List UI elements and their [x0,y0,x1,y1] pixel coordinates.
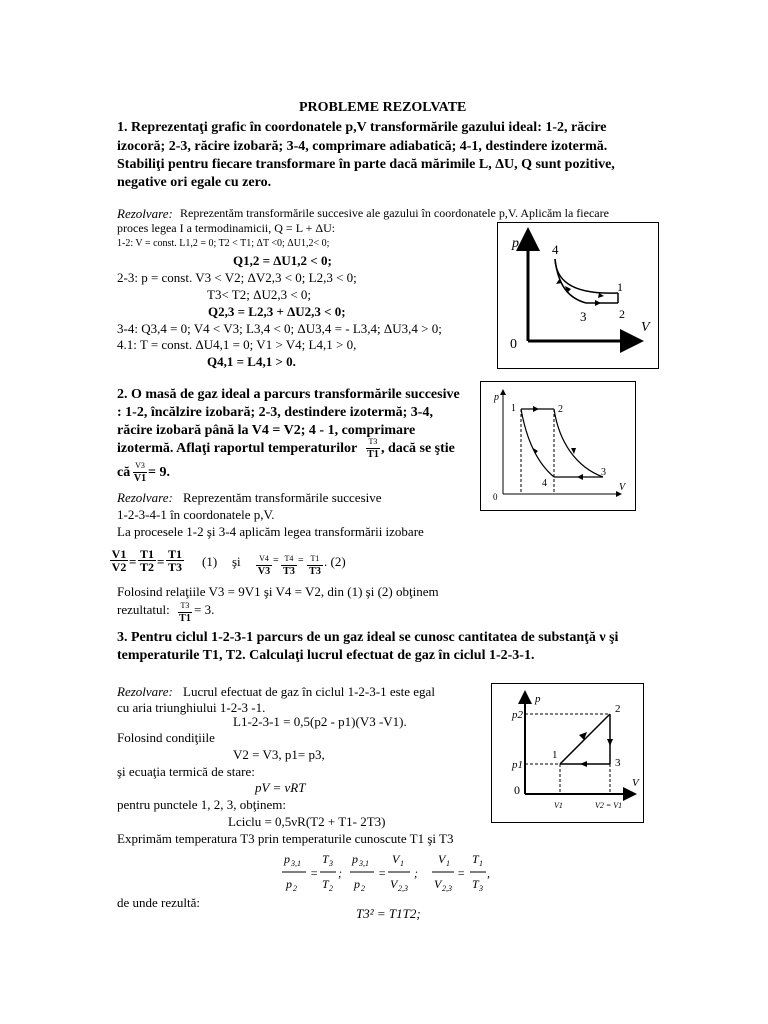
p2-eq-den: T2 [139,560,154,574]
p1-rez-line: Reprezentăm transformările succesive ale gazului în coordonatele p,V. Aplicăm la fiecare [180,206,609,220]
p3-rezolvare-label: Rezolvare: [117,684,173,699]
p3-rez-line: cu aria triunghiului 1-2-3 -1. [117,700,266,715]
p2-frac-den: T1 [367,449,379,460]
p2-fig-point: 1 [511,403,516,414]
p1-step: Q1,2 = ΔU1,2 < 0; [233,253,332,268]
p3-pv-diagram [491,683,644,823]
p1-fig-origin: 0 [510,337,517,352]
svg-text:T: T [472,852,479,866]
p2-rez-line: Reprezentăm transformările succesive [183,490,382,505]
p2-fig-origin: 0 [493,492,498,502]
p3-fig-p-label: p [535,693,541,705]
p2-frac-num: V3 [133,460,147,473]
svg-text:=: = [378,866,387,880]
p2-rez-line: 1-2-3-4-1 în coordonatele p,V. [117,507,275,522]
p2-eq1-frac [110,548,128,573]
svg-text:2: 2 [361,884,365,893]
p3-fig-point: 2 [615,703,621,715]
p2-eq1-si: şi [232,554,241,569]
svg-text:T: T [472,877,479,891]
p3-rez-line: şi ecuaţia termică de stare: [117,764,255,779]
p3-fraction-equations-svg [282,850,492,898]
p2-frac-t [366,436,380,461]
p3-rez-line: Exprimăm temperatura T3 prin temperaturile cunoscute T1 şi T3 [117,831,454,846]
p2-rezolvare-label: Rezolvare: [117,490,173,505]
p2-statement-line: izotermă. Aflaţi raportul temperaturilor [117,441,358,456]
p2-statement-line: : 1-2, încălzire izobară; 2-3, destindere izotermă; 3-4, [117,405,433,420]
p1-step: Q4,1 = L4,1 > 0. [207,354,296,369]
p2-statement-line: că [117,465,131,480]
svg-text:=: = [310,866,319,880]
p1-step: T3< T2; ΔU2,3 < 0; [207,287,312,302]
svg-text:3: 3 [479,884,483,893]
p2-fig-point: 4 [542,478,547,489]
p2-eq-num: T1 [167,547,182,561]
svg-text:1: 1 [479,859,483,868]
svg-text:3: 3 [329,859,333,868]
page-title: PROBLEME REZOLVATE [299,100,467,115]
p2-eq-den: V2 [111,560,127,574]
p2-eq2-frac [281,553,297,578]
p2-pv-diagram [480,381,636,511]
p2-frac-num: T3 [366,436,380,449]
svg-text:3,1: 3,1 [291,859,301,868]
svg-text:1: 1 [400,859,404,868]
svg-text:V: V [392,852,400,866]
p1-step: 1-2: V = const. L1,2 = 0; T2 < T1; ΔT <0; ΔU1,2< 0; [117,238,330,249]
p1-statement-line: negative ori egale cu zero. [117,175,272,190]
svg-text:V: V [434,877,442,891]
p2-result-frac [178,600,192,625]
p3-rez-line: de unde rezultă: [117,895,201,910]
p1-fig-point: 4 [552,242,559,257]
p1-fig-v-label: V [641,320,650,335]
p2-frac-num: T3 [178,600,192,613]
p3-fig-v2: V2 = V1 [595,801,623,810]
p1-fig-p-label: p [512,236,519,251]
svg-text:,: , [487,866,490,880]
p3-rez-line: pV = νRT [255,780,306,795]
p3-fraction-equations [282,850,492,898]
p2-eq-num: V4 [256,553,272,566]
p2-eq1-frac [166,548,184,573]
p3-rez-line: pentru punctele 1, 2, 3, obţinem: [117,797,286,812]
p1-fig-point: 3 [580,309,587,324]
p2-eq-den: T3 [283,566,295,577]
p1-step: 3-4: Q3,4 = 0; V4 < V3; L3,4 < 0; ΔU3,4 = - L3,4; ΔU3,4 > 0; [117,321,442,336]
p2-eq-den: T3 [309,566,321,577]
p2-eq2-frac [256,553,272,578]
p3-fig-point: 3 [615,757,621,769]
svg-text:2,3: 2,3 [398,884,408,893]
p2-statement-line: răcire izobară până la V4 = V2; 4 - 1, comprimare [117,423,416,438]
p3-rez-line: Lciclu = 0,5νR(T2 + T1- 2T3) [228,814,386,829]
p1-rezolvare-label: Rezolvare: [117,206,173,221]
p2-fig-point: 2 [558,404,563,415]
p1-statement-line: izocoră; 2-3, răcire izobară; 3-4, comprimare adiabatică; 4-1, destindere izotermă. [117,139,608,154]
p2-eq-num: T1 [139,547,154,561]
p2-rez-line: La procesele 1-2 şi 3-4 aplicăm legea transformării izobare [117,524,424,539]
p2-eq-num: V1 [111,547,127,561]
p2-frac-v [133,460,147,485]
p3-fig-v-label: V [632,777,639,789]
p3-statement-line: 3. Pentru ciclul 1-2-3-1 parcurs de un gaz ideal se cunosc cantitatea de substanţă ν şi [117,630,619,645]
p1-rez-line: proces legea I a termodinamicii, Q = L + ΔU: [117,221,336,235]
p2-fig-p-label: p [494,392,499,403]
p2-eq-den: V3 [257,566,271,577]
p3-rez-line: Folosind condiţiile [117,730,215,745]
p2-statement-line: = 9. [148,465,170,480]
svg-text:T: T [322,877,329,891]
svg-text:p: p [354,877,360,891]
p3-fig-v1: V1 [554,801,563,810]
p1-step: 2-3: p = const. V3 < V2; ΔV2,3 < 0; L2,3 < 0; [117,270,357,285]
p1-pv-diagram [497,222,659,369]
svg-text:2: 2 [293,884,297,893]
p1-fig-point: 1 [617,280,623,294]
p3-fig-p1: p1 [512,759,523,771]
p3-fig-p2: p2 [512,709,523,721]
svg-text:;: ; [414,866,418,880]
p3-rez-line: Lucrul efectuat de gaz în ciclul 1-2-3-1 este egal [183,684,435,699]
p2-fig-point: 3 [601,467,606,478]
svg-text:=: = [457,866,466,880]
p1-fig-point: 2 [619,307,625,321]
p3-fig-point: 1 [552,749,558,761]
p3-rez-line: V2 = V3, p1= p3, [233,747,325,762]
p2-eq1-tag: (1) [202,554,218,569]
svg-text:1: 1 [446,859,450,868]
p3-statement-line: temperaturile T1, T2. Calculaţi lucrul efectuat de gaz în ciclul 1-2-3-1. [117,648,535,663]
svg-text:2: 2 [329,884,333,893]
p2-frac-den: V1 [133,473,147,484]
p2-eq-num: T4 [281,553,297,566]
p2-eq1-frac [138,548,156,573]
p1-statement-line: Stabiliţi pentru fiecare transformare în parte dacă mărimile L, ΔU, Q sunt pozitive, [117,157,615,172]
svg-text:T: T [322,852,329,866]
svg-text:p: p [352,852,358,866]
p2-eq-num: T1 [307,553,323,566]
svg-text:p: p [286,877,292,891]
p2-folosind: Folosind relaţiile V3 = 9V1 şi V4 = V2, din (1) şi (2) obţinem [117,584,439,599]
p1-statement-line: 1. Reprezentaţi grafic în coordonatele p,V transformările gazului ideal: 1-2, răcire [117,120,607,135]
p3-fig-origin: 0 [514,783,520,797]
svg-text:;: ; [338,866,342,880]
p2-frac-den: T1 [179,613,191,624]
p3-final-equation: T3² = T1T2; [356,906,421,921]
p2-statement-line: 2. O masă de gaz ideal a parcurs transformările succesive [117,387,460,402]
svg-text:V: V [390,877,398,891]
p2-eq-den: T3 [167,560,182,574]
p2-statement-line: , dacă se ştie [381,441,455,456]
svg-text:p: p [284,852,290,866]
svg-text:V: V [438,852,446,866]
svg-text:3,1: 3,1 [359,859,369,868]
svg-text:2,3: 2,3 [442,884,452,893]
p2-fig-v-label: V [619,482,626,493]
p2-result-value: = 3. [194,602,215,617]
p3-rez-line: L1-2-3-1 = 0,5(p2 - p1)(V3 -V1). [233,714,407,729]
p2-rezultat-label: rezultatul: [117,602,170,617]
p2-eq2-frac [307,553,323,578]
p1-step: Q2,3 = L2,3 + ΔU2,3 < 0; [208,304,346,319]
p1-step: 4.1: T = const. ΔU4,1 = 0; V1 > V4; L4,1 > 0, [117,337,357,352]
p2-eq2-tag: . (2) [324,554,346,569]
